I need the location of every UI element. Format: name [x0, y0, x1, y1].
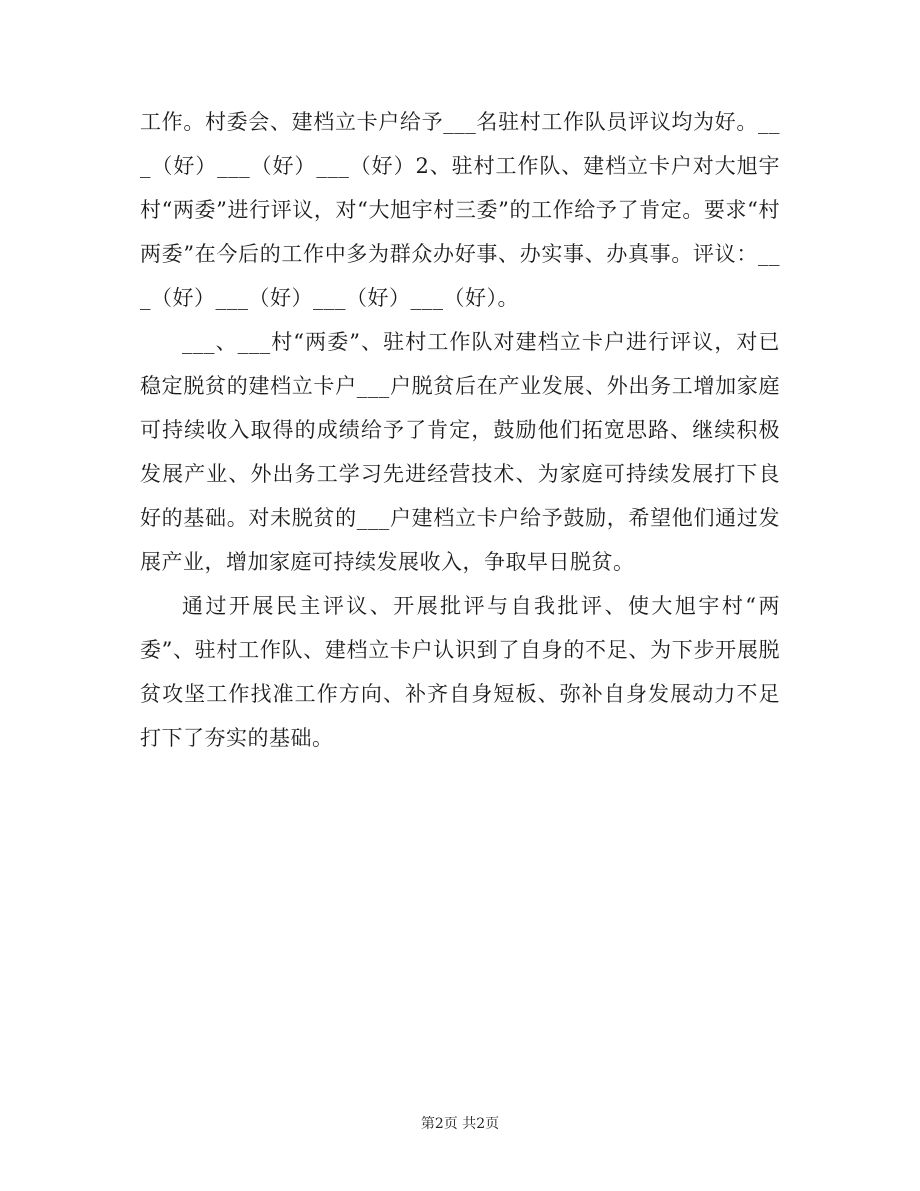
page-number: 第2页 共2页 [420, 1116, 500, 1132]
document-body [140, 100, 780, 760]
paragraph-3: 通过开展民主评议、开展批评与自我批评、使大旭宇村“两委”、驻村工作队、建档立卡户认识到了自身的不足、为下步开展脱贫攻坚工作找准工作方向、补齐自身短板、弥补自身发展动力不足打下了夯实的基础。 [140, 594, 780, 750]
paragraph-1: 工作。村委会、建档立卡户给予___名驻村工作队员评议均为好。___（好）___（好）___（好）2、驻村工作队、建档立卡户对大旭宇村“两委”进行评议，对“大旭宇村三委”的工作给予了肯定。要求“村两委”在今后的工作中多为群众办好事、办实事、办真事。评议：___（好）___（好）___（好）___（好）。 [140, 110, 780, 310]
paragraph-2: ___、___村“两委”、驻村工作队对建档立卡户进行评议，对已稳定脱贫的建档立卡户___户脱贫后在产业发展、外出务工增加家庭可持续收入取得的成绩给予了肯定，鼓励他们拓宽思路、继续积极发展产业、外出务工学习先进经营技术、为家庭可持续发展打下良好的基础。对未脱贫的___户建档立卡户给予鼓励，希望他们通过发展产业，增加家庭可持续发展收入，争取早日脱贫。 [140, 330, 780, 574]
